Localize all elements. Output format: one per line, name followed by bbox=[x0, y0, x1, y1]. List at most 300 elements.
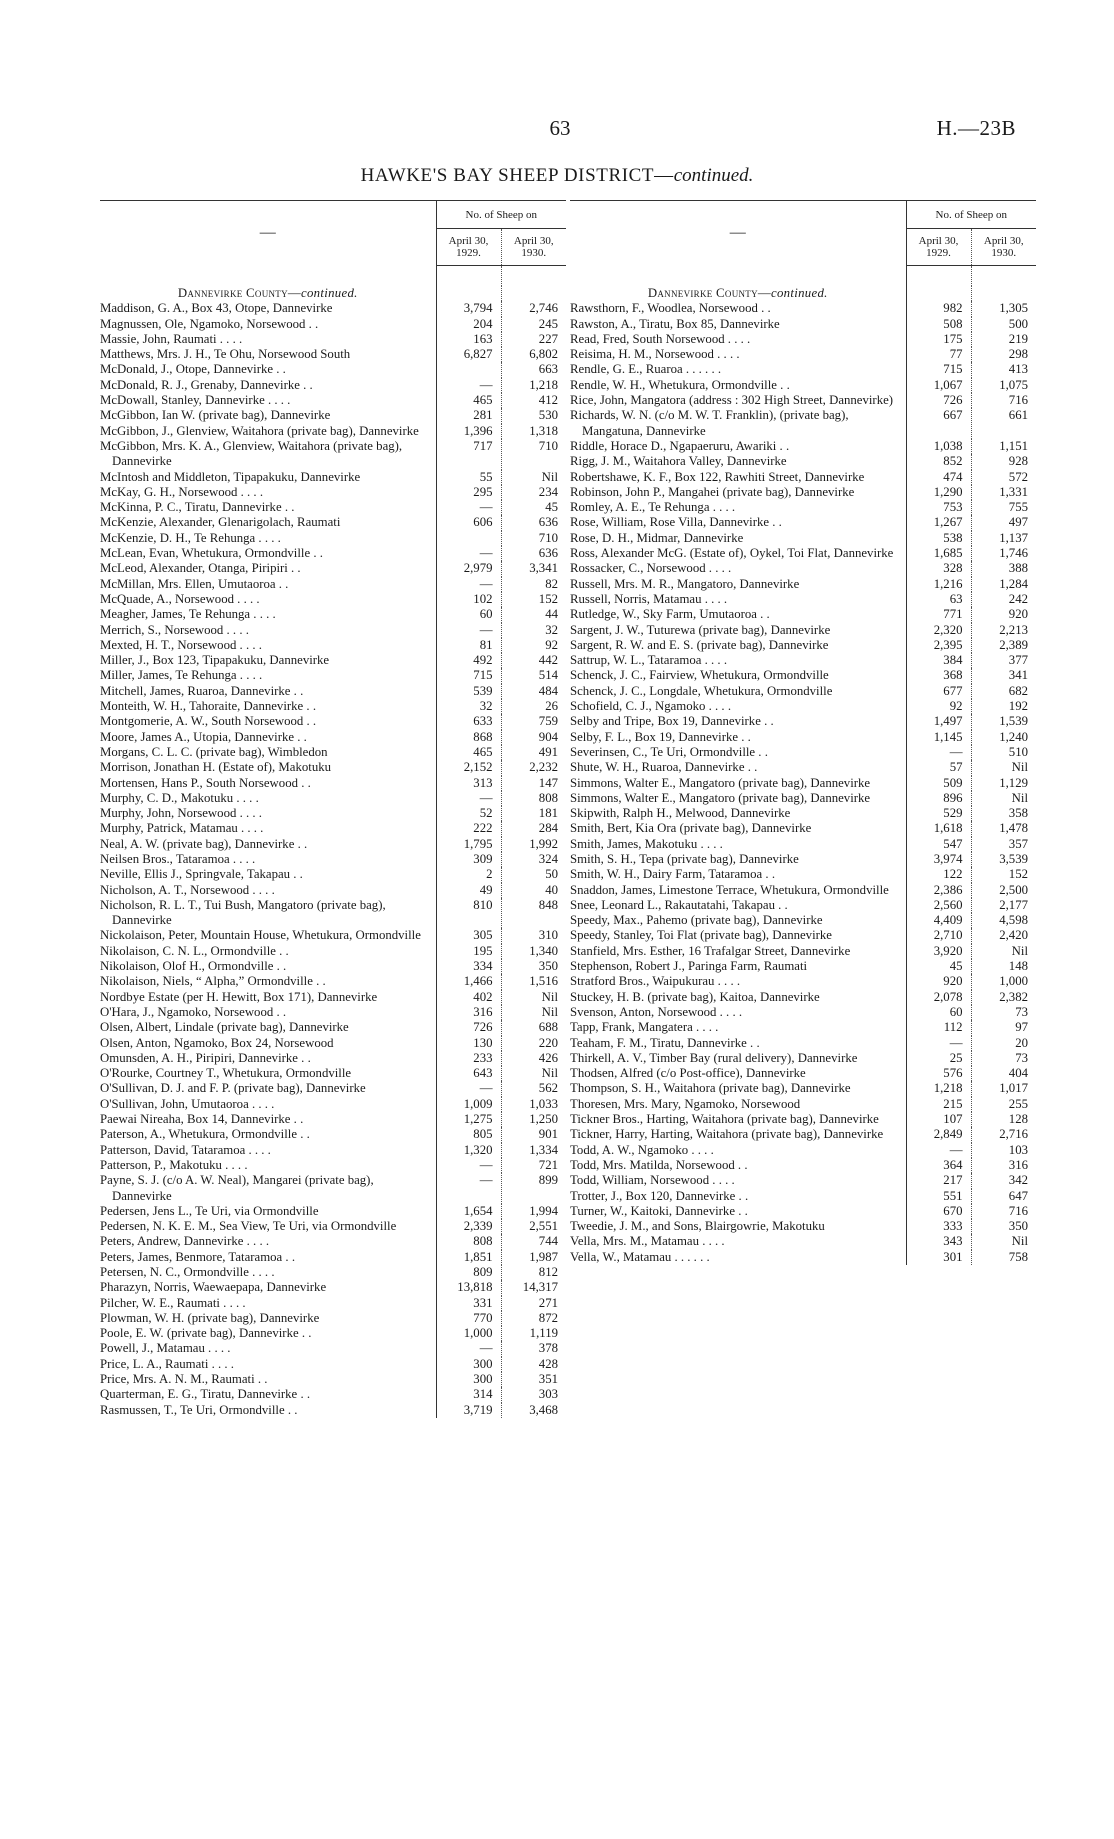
table-row bbox=[570, 546, 1036, 561]
sheep-1930-cell: 227 bbox=[501, 332, 566, 347]
table-row bbox=[100, 1173, 566, 1204]
owner-name-cell: Turner, W., Kaitoki, Dannevirke . . bbox=[570, 1203, 748, 1218]
sheep-1930-cell: 350 bbox=[501, 959, 566, 974]
owner-name-cell: Peters, Andrew, Dannevirke . . . . bbox=[100, 1234, 270, 1249]
sheep-1929-cell: 1,145 bbox=[906, 730, 971, 745]
owner-name-cell: Romley, A. E., Te Rehunga . . . . bbox=[570, 500, 736, 515]
sheep-1930-cell: 1,305 bbox=[971, 301, 1036, 316]
sheep-1930-cell: 377 bbox=[971, 653, 1036, 668]
sheep-1930-cell: 26 bbox=[501, 699, 566, 714]
left-sheep-table bbox=[100, 200, 566, 1418]
sheep-1929-cell: 2,320 bbox=[906, 623, 971, 638]
sheep-1929-cell: 1,396 bbox=[436, 424, 501, 439]
owner-name-cell: Neal, A. W. (private bag), Dannevirke . . bbox=[100, 836, 308, 851]
owner-name-cell: Thoresen, Mrs. Mary, Ngamoko, Norsewood bbox=[570, 1096, 801, 1111]
sheep-1929-cell: — bbox=[436, 546, 501, 561]
sheep-1930-cell: 636 bbox=[501, 515, 566, 530]
owner-name-cell: Patterson, P., Makotuku . . . . bbox=[100, 1157, 248, 1172]
sheep-1930-cell: Nil bbox=[501, 470, 566, 485]
table-row bbox=[100, 500, 566, 515]
sheep-1930-cell: 245 bbox=[501, 317, 566, 332]
sheep-1930-cell: 1,033 bbox=[501, 1097, 566, 1112]
table-row bbox=[100, 317, 566, 332]
table-row bbox=[100, 1357, 566, 1372]
sheep-1929-cell: 217 bbox=[906, 1173, 971, 1188]
owner-name-cell: Mortensen, Hans P., South Norsewood . . bbox=[100, 775, 311, 790]
sheep-1930-cell: 3,341 bbox=[501, 561, 566, 576]
sheep-1930-cell: 14,317 bbox=[501, 1280, 566, 1295]
table-row bbox=[100, 730, 566, 745]
owner-name-cell: Thirkell, A. V., Timber Bay (rural delivery), Dannevirke bbox=[570, 1050, 858, 1065]
sheep-1930-cell: 758 bbox=[971, 1250, 1036, 1265]
sheep-1929-cell: 92 bbox=[906, 699, 971, 714]
owner-name-cell: Olsen, Anton, Ngamoko, Box 24, Norsewood bbox=[100, 1035, 334, 1050]
sheep-1929-cell: 60 bbox=[906, 1005, 971, 1020]
sheep-1930-cell: 2,177 bbox=[971, 898, 1036, 913]
sheep-1929-cell: 1,320 bbox=[436, 1143, 501, 1158]
sheep-1930-cell: 647 bbox=[971, 1189, 1036, 1204]
sheep-1930-cell: 1,478 bbox=[971, 821, 1036, 836]
table-row bbox=[100, 684, 566, 699]
sheep-1930-cell: 562 bbox=[501, 1081, 566, 1096]
owner-name-cell: Vella, W., Matamau . . . . . . bbox=[570, 1249, 710, 1264]
table-row bbox=[570, 393, 1036, 408]
owner-name-cell: Murphy, Patrick, Matamau . . . . bbox=[100, 821, 264, 836]
right-sheep-table bbox=[570, 200, 1036, 1265]
table-row bbox=[100, 1051, 566, 1066]
owner-name-cell: Matthews, Mrs. J. H., Te Ohu, Norsewood South bbox=[100, 347, 351, 362]
county-name: Dannevirke County— bbox=[647, 286, 771, 300]
sheep-1929-cell: 1,497 bbox=[906, 714, 971, 729]
table-row bbox=[570, 1219, 1036, 1234]
sheep-1930-cell: 484 bbox=[501, 684, 566, 699]
table-row bbox=[570, 959, 1036, 974]
sheep-1929-cell: 2,386 bbox=[906, 883, 971, 898]
table-row bbox=[100, 1265, 566, 1280]
sheep-1929-cell: 2 bbox=[436, 867, 501, 882]
sheep-1929-cell: 301 bbox=[906, 1250, 971, 1265]
sheep-1930-cell: 2,551 bbox=[501, 1219, 566, 1234]
owner-name-cell: Shute, W. H., Ruaroa, Dannevirke . . bbox=[570, 760, 758, 775]
sheep-1930-cell: 92 bbox=[501, 638, 566, 653]
owner-name-cell: Murphy, John, Norsewood . . . . bbox=[100, 806, 262, 821]
owner-name-cell: Pharazyn, Norris, Waewaepapa, Dannevirke bbox=[100, 1280, 327, 1295]
table-row bbox=[570, 408, 1036, 439]
sheep-1929-cell: 771 bbox=[906, 607, 971, 622]
table-row bbox=[100, 745, 566, 760]
table-row bbox=[570, 1250, 1036, 1265]
sheep-1929-cell: 1,466 bbox=[436, 974, 501, 989]
owner-name-cell: Moore, James A., Utopia, Dannevirke . . bbox=[100, 729, 307, 744]
table-row bbox=[570, 1112, 1036, 1127]
sheep-1930-cell: 1,137 bbox=[971, 531, 1036, 546]
sheep-1929-cell: 163 bbox=[436, 332, 501, 347]
table-row bbox=[100, 883, 566, 898]
sheep-1930-cell: 530 bbox=[501, 408, 566, 423]
table-row bbox=[570, 990, 1036, 1005]
sheep-1929-cell: 333 bbox=[906, 1219, 971, 1234]
sheep-1929-cell: 195 bbox=[436, 944, 501, 959]
owner-name-cell: Schenck, J. C., Fairview, Whetukura, Ormondville bbox=[570, 668, 829, 683]
table-row bbox=[570, 1127, 1036, 1142]
sheep-1930-cell: 682 bbox=[971, 684, 1036, 699]
sheep-1930-cell: Nil bbox=[501, 1005, 566, 1020]
sheep-1930-cell: 1,331 bbox=[971, 485, 1036, 500]
sheep-1929-cell bbox=[436, 531, 501, 546]
sheep-1930-cell: 920 bbox=[971, 607, 1036, 622]
owner-name-cell: Smith, S. H., Tepa (private bag), Dannevirke bbox=[570, 851, 799, 866]
owner-name-cell: Pedersen, N. K. E. M., Sea View, Te Uri, via Ormondville bbox=[100, 1219, 397, 1234]
table-row bbox=[100, 531, 566, 546]
sheep-1929-cell: 60 bbox=[436, 607, 501, 622]
sheep-1930-cell: 350 bbox=[971, 1219, 1036, 1234]
owner-name-cell: Rose, William, Rose Villa, Dannevirke . . bbox=[570, 515, 782, 530]
owner-name-cell: Miller, J., Box 123, Tipapakuku, Dannevirke bbox=[100, 653, 330, 668]
sheep-1930-cell: 872 bbox=[501, 1311, 566, 1326]
sheep-1930-cell: 181 bbox=[501, 806, 566, 821]
sheep-1929-cell: 130 bbox=[436, 1036, 501, 1051]
owner-name-cell: Trotter, J., Box 120, Dannevirke . . bbox=[570, 1188, 749, 1203]
year-1929-header: April 30, 1929. bbox=[436, 229, 501, 266]
table-row bbox=[570, 531, 1036, 546]
owner-name-cell: Tapp, Frank, Mangatera . . . . bbox=[570, 1020, 719, 1035]
sheep-1929-cell: 1,851 bbox=[436, 1250, 501, 1265]
table-row bbox=[570, 898, 1036, 913]
table-row bbox=[100, 852, 566, 867]
sheep-1930-cell: 1,987 bbox=[501, 1250, 566, 1265]
table-row bbox=[570, 1036, 1036, 1051]
year-1929-header: April 30, 1929. bbox=[906, 229, 971, 266]
sheep-1929-cell bbox=[436, 362, 501, 377]
sheep-1930-cell: 341 bbox=[971, 668, 1036, 683]
sheep-1930-cell: 40 bbox=[501, 883, 566, 898]
owner-name-cell: Massie, John, Raumati . . . . bbox=[100, 331, 243, 346]
table-row bbox=[570, 653, 1036, 668]
sheep-1929-cell: 809 bbox=[436, 1265, 501, 1280]
sheep-1930-cell: 1,218 bbox=[501, 378, 566, 393]
sheep-1929-cell: 474 bbox=[906, 470, 971, 485]
sheep-1929-cell: 215 bbox=[906, 1097, 971, 1112]
sheep-1930-cell: 510 bbox=[971, 745, 1036, 760]
table-row bbox=[100, 1219, 566, 1234]
sheep-1930-cell: 303 bbox=[501, 1387, 566, 1402]
sheep-1930-cell: Nil bbox=[971, 1234, 1036, 1249]
sheep-1929-cell: 2,078 bbox=[906, 990, 971, 1005]
owner-name-cell: Thompson, S. H., Waitahora (private bag), Dannevirke bbox=[570, 1081, 851, 1096]
owner-column-header: — bbox=[100, 201, 436, 266]
section-heading bbox=[570, 286, 906, 301]
owner-name-cell: Smith, James, Makotuku . . . . bbox=[570, 836, 723, 851]
table-row bbox=[100, 959, 566, 974]
sheep-1929-cell: 368 bbox=[906, 668, 971, 683]
owner-name-cell: Stuckey, H. B. (private bag), Kaitoa, Dannevirke bbox=[570, 989, 820, 1004]
owner-name-cell: Rose, D. H., Midmar, Dannevirke bbox=[570, 530, 744, 545]
owner-name-cell: Selby, F. L., Box 19, Dannevirke . . bbox=[570, 729, 751, 744]
sheep-1929-cell: 1,067 bbox=[906, 378, 971, 393]
sheep-1929-cell: 715 bbox=[906, 362, 971, 377]
owner-name-cell: Omunsden, A. H., Piripiri, Dannevirke . . bbox=[100, 1050, 311, 1065]
owner-name-cell: Sargent, R. W. and E. S. (private bag), Dannevirke bbox=[570, 637, 829, 652]
table-row bbox=[100, 378, 566, 393]
sheep-1929-cell: 2,339 bbox=[436, 1219, 501, 1234]
sheep-1930-cell: 1,240 bbox=[971, 730, 1036, 745]
owner-name-cell: O'Rourke, Courtney T., Whetukura, Ormondville bbox=[100, 1066, 352, 1081]
table-row bbox=[100, 1326, 566, 1341]
sheep-1929-cell: 770 bbox=[436, 1311, 501, 1326]
table-row bbox=[570, 699, 1036, 714]
sheep-1929-cell: 295 bbox=[436, 485, 501, 500]
sheep-1930-cell: 44 bbox=[501, 607, 566, 622]
sheep-1930-cell: 220 bbox=[501, 1036, 566, 1051]
sheep-1930-cell: 899 bbox=[501, 1173, 566, 1204]
table-row bbox=[570, 378, 1036, 393]
sheep-1930-cell: 378 bbox=[501, 1341, 566, 1356]
owner-name-cell: Read, Fred, South Norsewood . . . . bbox=[570, 331, 751, 346]
table-row bbox=[100, 837, 566, 852]
table-row bbox=[570, 317, 1036, 332]
sheep-1930-cell: 1,994 bbox=[501, 1204, 566, 1219]
sheep-1930-cell: 2,389 bbox=[971, 638, 1036, 653]
owner-name-cell: Petersen, N. C., Ormondville . . . . bbox=[100, 1265, 275, 1279]
table-row bbox=[570, 668, 1036, 683]
table-row bbox=[100, 546, 566, 561]
sheep-1930-cell: 316 bbox=[971, 1158, 1036, 1173]
table-row bbox=[100, 439, 566, 470]
owner-name-cell: O'Sullivan, John, Umutaoroa . . . . bbox=[100, 1096, 275, 1111]
sheep-1929-cell: 509 bbox=[906, 776, 971, 791]
sheep-1929-cell: 1,618 bbox=[906, 821, 971, 836]
owner-name-cell: Paterson, A., Whetukura, Ormondville . . bbox=[100, 1127, 310, 1142]
owner-name-cell: Morrison, Jonathan H. (Estate of), Makotuku bbox=[100, 760, 332, 775]
sheep-1930-cell: Nil bbox=[971, 760, 1036, 775]
sheep-1929-cell: 643 bbox=[436, 1066, 501, 1081]
sheep-1930-cell: 1,151 bbox=[971, 439, 1036, 454]
page-heading bbox=[0, 165, 1114, 187]
owner-name-cell: McGibbon, Ian W. (private bag), Dannevirke bbox=[100, 408, 331, 423]
owner-name-cell: Pilcher, W. E., Raumati . . . . bbox=[100, 1295, 246, 1310]
owner-name-cell: Poole, E. W. (private bag), Dannevirke . . bbox=[100, 1326, 312, 1341]
sheep-1930-cell: 716 bbox=[971, 393, 1036, 408]
table-row bbox=[570, 837, 1036, 852]
table-row bbox=[100, 561, 566, 576]
sheep-1930-cell: 3,539 bbox=[971, 852, 1036, 867]
table-row bbox=[570, 362, 1036, 377]
sheep-1929-cell: 3,719 bbox=[436, 1403, 501, 1418]
owner-name-cell: McGibbon, J., Glenview, Waitahora (private bag), Dannevirke bbox=[100, 423, 419, 438]
sheep-1929-cell: 364 bbox=[906, 1158, 971, 1173]
sheep-1929-cell: 606 bbox=[436, 515, 501, 530]
owner-name-cell: Rasmussen, T., Te Uri, Ormondville . . bbox=[100, 1402, 298, 1417]
table-row bbox=[100, 607, 566, 622]
owner-name-cell: Severinsen, C., Te Uri, Ormondville . . bbox=[570, 744, 768, 759]
owner-name-cell: Pedersen, Jens L., Te Uri, via Ormondville bbox=[100, 1203, 319, 1218]
sheep-1929-cell: — bbox=[436, 577, 501, 592]
sheep-1930-cell: 152 bbox=[501, 592, 566, 607]
sheep-1929-cell: — bbox=[436, 1081, 501, 1096]
table-row bbox=[570, 332, 1036, 347]
sheep-1929-cell: 122 bbox=[906, 867, 971, 882]
sheep-1929-cell: — bbox=[436, 1173, 501, 1204]
owner-name-cell: Nicholson, A. T., Norsewood . . . . bbox=[100, 882, 275, 897]
sheep-1930-cell: 636 bbox=[501, 546, 566, 561]
sheep-1929-cell: 2,979 bbox=[436, 561, 501, 576]
owner-name-cell: Neville, Ellis J., Springvale, Takapau . . bbox=[100, 867, 303, 882]
sheep-1929-cell: 52 bbox=[436, 806, 501, 821]
table-row bbox=[100, 653, 566, 668]
sheep-1930-cell: 1,340 bbox=[501, 944, 566, 959]
owner-name-cell: Meagher, James, Te Rehunga . . . . bbox=[100, 607, 276, 622]
owner-name-cell: McDonald, R. J., Grenaby, Dannevirke . . bbox=[100, 377, 313, 392]
sheep-1930-cell: Nil bbox=[971, 791, 1036, 806]
sheep-1929-cell: 2,395 bbox=[906, 638, 971, 653]
table-row bbox=[100, 699, 566, 714]
owner-name-cell: Rendle, W. H., Whetukura, Ormondville . . bbox=[570, 377, 790, 392]
sheep-1929-cell: 492 bbox=[436, 653, 501, 668]
table-row bbox=[570, 852, 1036, 867]
sheep-1930-cell: 1,746 bbox=[971, 546, 1036, 561]
sheep-1930-cell: 514 bbox=[501, 668, 566, 683]
sheep-1929-cell: 810 bbox=[436, 898, 501, 929]
owner-name-cell: Todd, William, Norsewood . . . . bbox=[570, 1173, 735, 1188]
table-row bbox=[570, 1173, 1036, 1188]
owner-name-cell: Rice, John, Mangatora (address : 302 High Street, Dannevirke) bbox=[570, 393, 894, 408]
sheep-1929-cell: 726 bbox=[906, 393, 971, 408]
sheep-1929-cell: 1,685 bbox=[906, 546, 971, 561]
heading-main: HAWKE'S BAY SHEEP DISTRICT— bbox=[360, 165, 674, 186]
left-column bbox=[100, 200, 566, 1418]
sheep-1930-cell: 744 bbox=[501, 1234, 566, 1249]
sheep-1929-cell: 1,216 bbox=[906, 577, 971, 592]
sheep-1929-cell: 717 bbox=[436, 439, 501, 470]
table-row bbox=[100, 898, 566, 929]
sheep-1930-cell: 128 bbox=[971, 1112, 1036, 1127]
owner-name-cell: Paewai Nireaha, Box 14, Dannevirke . . bbox=[100, 1112, 304, 1127]
table-row bbox=[570, 730, 1036, 745]
table-row bbox=[100, 1234, 566, 1249]
owner-name-cell: Mitchell, James, Ruaroa, Dannevirke . . bbox=[100, 683, 304, 698]
owner-name-cell: Plowman, W. H. (private bag), Dannevirke bbox=[100, 1310, 320, 1325]
sheep-1930-cell: 4,598 bbox=[971, 913, 1036, 928]
sheep-1929-cell: 1,218 bbox=[906, 1081, 971, 1096]
table-row bbox=[570, 454, 1036, 469]
sheep-1929-cell: 4,409 bbox=[906, 913, 971, 928]
table-row bbox=[570, 745, 1036, 760]
sheep-1929-cell: 551 bbox=[906, 1189, 971, 1204]
table-row bbox=[570, 607, 1036, 622]
owner-name-cell: Murphy, C. D., Makotuku . . . . bbox=[100, 790, 259, 805]
sheep-1929-cell: 677 bbox=[906, 684, 971, 699]
sheep-1929-cell: 102 bbox=[436, 592, 501, 607]
table-row bbox=[100, 1066, 566, 1081]
table-row bbox=[570, 791, 1036, 806]
sheep-1930-cell: 242 bbox=[971, 592, 1036, 607]
table-row bbox=[570, 944, 1036, 959]
owner-name-cell: Tweedie, J. M., and Sons, Blairgowrie, Makotuku bbox=[570, 1219, 825, 1234]
sheep-count-header: No. of Sheep on bbox=[436, 201, 566, 229]
owner-name-cell: Rendle, G. E., Ruaroa . . . . . . bbox=[570, 362, 722, 377]
sheep-1929-cell: — bbox=[436, 378, 501, 393]
owner-name-cell: Speedy, Stanley, Toi Flat (private bag), Dannevirke bbox=[570, 928, 832, 943]
table-row bbox=[100, 1387, 566, 1402]
owner-name-cell: Rawsthorn, F., Woodlea, Norsewood . . bbox=[570, 301, 771, 316]
sheep-1929-cell: 1,654 bbox=[436, 1204, 501, 1219]
sheep-1930-cell: 284 bbox=[501, 821, 566, 836]
table-row bbox=[100, 944, 566, 959]
sheep-1929-cell: 233 bbox=[436, 1051, 501, 1066]
sheep-1930-cell: 45 bbox=[501, 500, 566, 515]
owner-name-cell: Morgans, C. L. C. (private bag), Wimbledon bbox=[100, 744, 328, 759]
table-row bbox=[100, 1112, 566, 1127]
table-row bbox=[100, 1250, 566, 1265]
sheep-1929-cell: 77 bbox=[906, 347, 971, 362]
table-row bbox=[100, 974, 566, 989]
table-row bbox=[100, 332, 566, 347]
table-row bbox=[100, 1296, 566, 1311]
owner-name-cell: Nikolaison, Niels, “ Alpha,” Ormondville . . bbox=[100, 974, 326, 989]
sheep-1929-cell: 670 bbox=[906, 1204, 971, 1219]
sheep-1929-cell: 576 bbox=[906, 1066, 971, 1081]
owner-name-cell: Neilsen Bros., Tataramoa . . . . bbox=[100, 851, 256, 866]
table-row bbox=[100, 362, 566, 377]
sheep-1929-cell: 25 bbox=[906, 1051, 971, 1066]
sheep-1930-cell: 234 bbox=[501, 485, 566, 500]
sheep-1929-cell: 107 bbox=[906, 1112, 971, 1127]
sheep-1930-cell: Nil bbox=[501, 1066, 566, 1081]
owner-name-cell: Peters, James, Benmore, Tataramoa . . bbox=[100, 1249, 296, 1264]
sheep-1929-cell: 508 bbox=[906, 317, 971, 332]
sheep-1930-cell: 710 bbox=[501, 439, 566, 470]
sheep-1930-cell: 904 bbox=[501, 730, 566, 745]
sheep-1930-cell: 147 bbox=[501, 776, 566, 791]
sheep-1930-cell: 572 bbox=[971, 470, 1036, 485]
sheep-1929-cell: 309 bbox=[436, 852, 501, 867]
table-row bbox=[100, 791, 566, 806]
sheep-1930-cell: 1,539 bbox=[971, 714, 1036, 729]
sheep-1930-cell: Nil bbox=[971, 944, 1036, 959]
sheep-1930-cell: 812 bbox=[501, 1265, 566, 1280]
table-row bbox=[100, 1127, 566, 1142]
table-row bbox=[100, 623, 566, 638]
owner-name-cell: Robertshawe, K. F., Box 122, Rawhiti Street, Dannevirke bbox=[570, 469, 865, 484]
sheep-1930-cell: 2,382 bbox=[971, 990, 1036, 1005]
sheep-1929-cell: 63 bbox=[906, 592, 971, 607]
section-heading bbox=[100, 286, 436, 301]
sheep-1929-cell: 753 bbox=[906, 500, 971, 515]
table-row bbox=[100, 470, 566, 485]
sheep-1929-cell: 2,152 bbox=[436, 760, 501, 775]
owner-name-cell: Tickner Bros., Harting, Waitahora (private bag), Dannevirke bbox=[570, 1112, 879, 1127]
sheep-1929-cell: 334 bbox=[436, 959, 501, 974]
owner-name-cell: McQuade, A., Norsewood . . . . bbox=[100, 591, 260, 606]
sheep-1930-cell: 1,992 bbox=[501, 837, 566, 852]
sheep-1929-cell: 715 bbox=[436, 668, 501, 683]
sheep-1930-cell: 103 bbox=[971, 1143, 1036, 1158]
sheep-1930-cell: 50 bbox=[501, 867, 566, 882]
owner-name-cell: McKay, G. H., Norsewood . . . . bbox=[100, 484, 264, 499]
owner-name-cell: Patterson, David, Tataramoa . . . . bbox=[100, 1142, 271, 1157]
owner-name-cell: Richards, W. N. (c/o M. W. T. Franklin), (private bag), Mangatuna, Dannevirke bbox=[570, 408, 849, 438]
county-name: Dannevirke County— bbox=[177, 286, 301, 300]
owner-name-cell: Snaddon, James, Limestone Terrace, Whetukura, Ormondville bbox=[570, 882, 889, 897]
owner-name-cell: Merrich, S., Norsewood . . . . bbox=[100, 622, 249, 637]
owner-name-cell: Todd, Mrs. Matilda, Norsewood . . bbox=[570, 1157, 748, 1172]
sheep-1929-cell: 538 bbox=[906, 531, 971, 546]
owner-name-cell: Nickolaison, Peter, Mountain House, Whetukura, Ormondville bbox=[100, 928, 421, 943]
table-row bbox=[100, 714, 566, 729]
heading-continued: continued. bbox=[673, 165, 754, 186]
owner-name-cell: McLean, Evan, Whetukura, Ormondville . . bbox=[100, 546, 323, 561]
sheep-1930-cell: 1,516 bbox=[501, 974, 566, 989]
